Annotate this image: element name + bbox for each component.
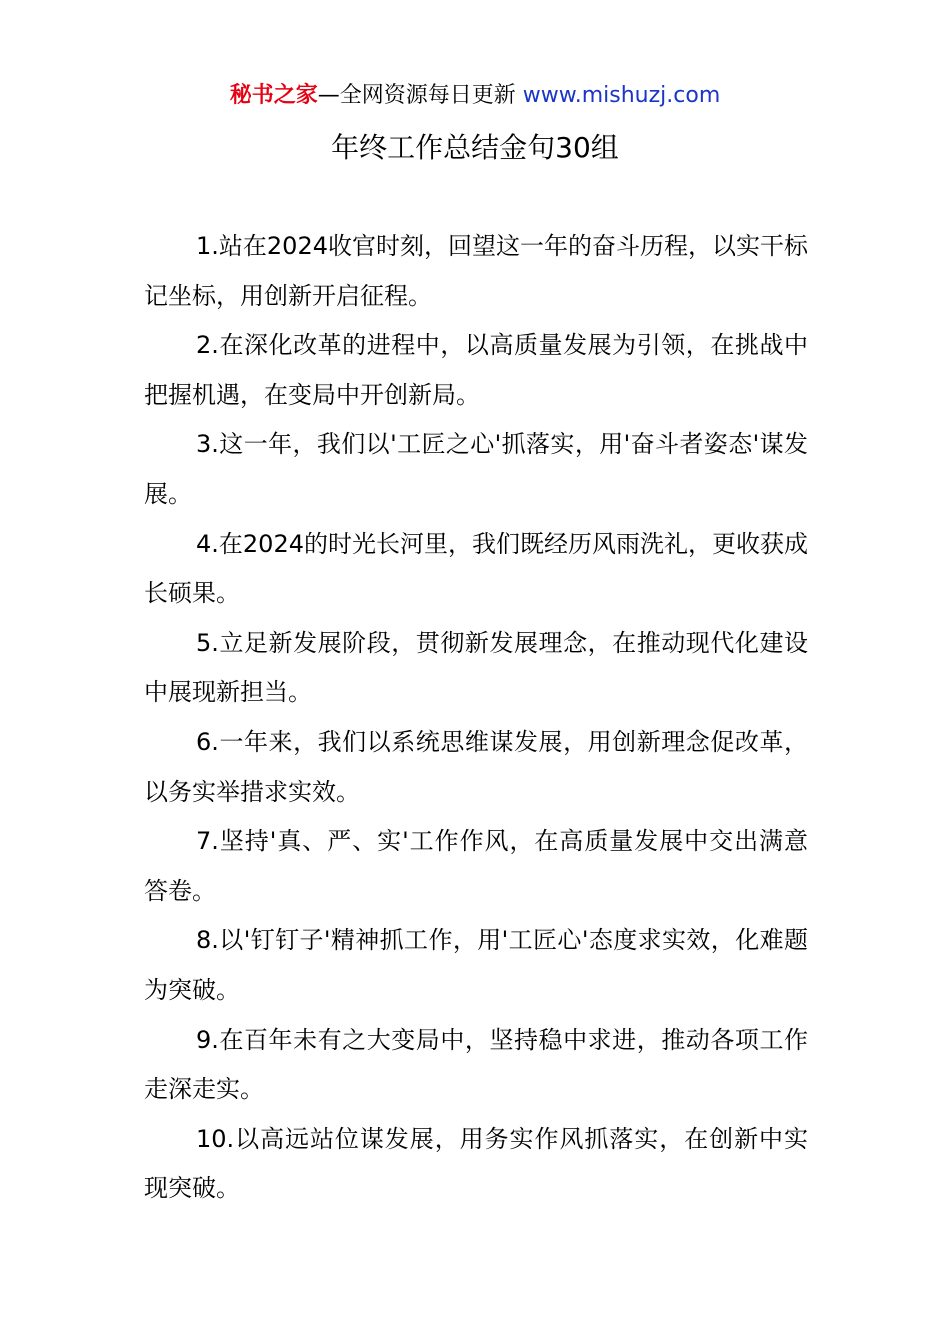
header-tagline: —全网资源每日更新 xyxy=(317,83,516,108)
quote-item-1: 1.站在2024收官时刻，回望这一年的奋斗历程，以实干标记坐标，用创新开启征程。 xyxy=(144,232,808,310)
site-header xyxy=(0,80,950,112)
quote-item-3: 3.这一年，我们以'工匠之心'抓落实，用'奋斗者姿态'谋发展。 xyxy=(144,430,808,508)
document-title: 年终工作总结金句30组 xyxy=(331,131,619,164)
quote-item-6: 6.一年来，我们以系统思维谋发展，用创新理念促改革，以务实举措求实效。 xyxy=(144,727,808,806)
quote-item-8: 8.以'钉钉子'精神抓工作，用'工匠心'态度求实效，化难题为突破。 xyxy=(144,926,808,1004)
quote-item-10: 10.以高远站位谋发展，用务实作风抓落实，在创新中实现突破。 xyxy=(144,1124,808,1203)
quote-item-9: 9.在百年未有之大变局中，坚持稳中求进，推动各项工作走深走实。 xyxy=(144,1025,808,1104)
quote-item-7: 7.坚持'真、严、实'工作作风，在高质量发展中交出满意答卷。 xyxy=(144,827,808,905)
quote-item-4: 4.在2024的时光长河里，我们既经历风雨洗礼，更收获成长硕果。 xyxy=(144,529,808,608)
quote-item-5: 5.立足新发展阶段，贯彻新发展理念，在推动现代化建设中展现新担当。 xyxy=(144,628,808,707)
document-body xyxy=(144,222,808,1214)
quote-item-2: 2.在深化改革的进程中，以高质量发展为引领，在挑战中把握机遇，在变局中开创新局。 xyxy=(144,331,808,409)
brand-name: 秘书之家 xyxy=(229,83,318,108)
site-url-link[interactable]: www.mishuzj.com xyxy=(522,83,721,108)
